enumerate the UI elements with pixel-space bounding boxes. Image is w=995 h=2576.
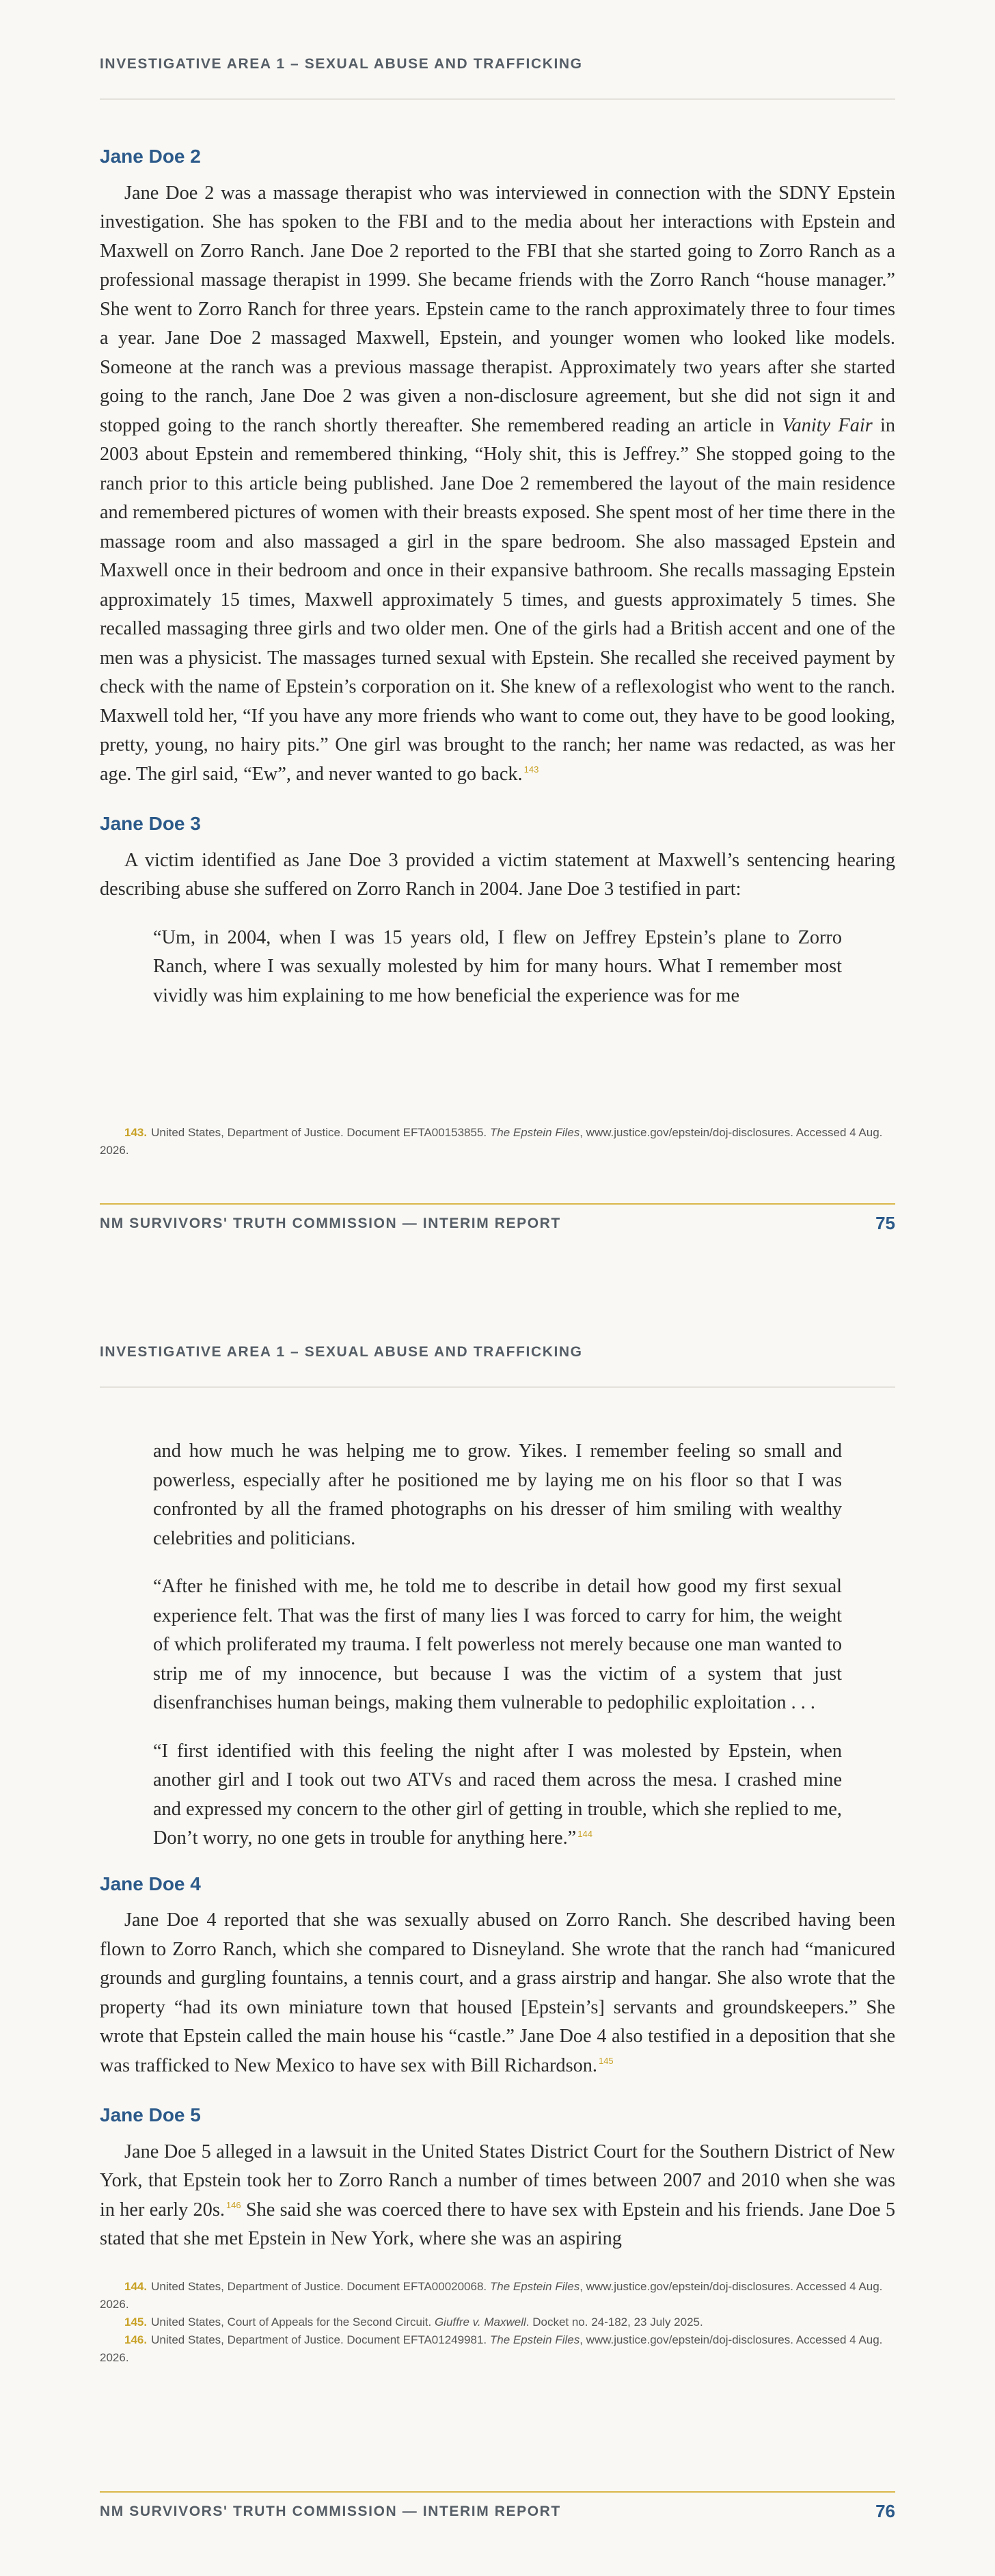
section-heading-jane-doe-3: Jane Doe 3 <box>100 813 201 835</box>
footnote-144: 144. United States, Department of Justice. Document EFTA00020068. The Epstein Files, www.justice.gov/epstein/doj-disclosures. Accessed 4 Aug. 2026. <box>100 2280 883 2311</box>
section-heading-jane-doe-5: Jane Doe 5 <box>100 2104 201 2126</box>
block-quote: “I first identified with this feeling the night after I was molested by Epstein, when another girl and I took out two ATVs and raced them across the mesa. I crashed mine and expressed my concern to the other girl of getting in trouble, which she replied to me, Don’t worry, no one gets in trouble for anything here.” $^{144}$ <box>153 1740 842 1849</box>
page-header <box>100 56 895 100</box>
report-title-footer: NM SURVIVORS' TRUTH COMMISSION — INTERIM REPORT <box>100 2504 561 2519</box>
footnote-ref-145[interactable]: 145 <box>598 2056 614 2067</box>
page-footer <box>100 2491 895 2530</box>
block-quote: “After he finished with me, he told me to describe in detail how good my first sexual experience felt. That was the first of many lies I was forced to carry for him, the weight of which proliferated my trauma. I felt powerless not merely because one man wanted to strip me of my innocence, but because I was the victim of a system that just disenfranchises human beings, making them vulnerable to pedophilic exploitation . . . <box>153 1576 842 1713</box>
section-heading-jane-doe-4: Jane Doe 4 <box>100 1873 201 1894</box>
block-quote-continued: and how much he was helping me to grow. Yikes. I remember feeling so small and powerless, especially after he positioned me by laying me on his floor so that I was confronted by all the framed photographs on his dresser of him smiling with wealthy celebrities and politicians. <box>153 1440 842 1549</box>
running-header: INVESTIGATIVE AREA 1 – SEXUAL ABUSE AND TRAFFICKING <box>100 56 583 72</box>
block-quote: “Um, in 2004, when I was 15 years old, I flew on Jeffrey Epstein’s plane to Zorro Ranch, where I was sexually molested by him for many hours. What I remember most vividly was him explaining to me how beneficial the experience was for me <box>153 926 842 1006</box>
page-footer <box>100 1203 895 1242</box>
page-header <box>100 1344 895 1388</box>
section-heading-jane-doe-2: Jane Doe 2 <box>100 146 201 167</box>
footnote-ref-143[interactable]: 143 <box>523 764 539 775</box>
footnotes <box>100 2278 895 2367</box>
report-title-footer: NM SURVIVORS' TRUTH COMMISSION — INTERIM REPORT <box>100 1216 561 1231</box>
footnote-143: 143. United States, Department of Justice. Document EFTA00153855. The Epstein Files, www.justice.gov/epstein/doj-disclosures. Accessed 4 Aug. 2026. <box>100 1126 883 1157</box>
body-paragraph: Jane Doe 5 alleged in a lawsuit in the United States District Court for the Southern District of New York, that Epstein took her to Zorro Ranch a number of times between 2007 and 2010 when she was in her early 20s. $^{146}$ She said she was coerced there to have sex with Epstein and his friends. Jane Doe 5 stated that she met Epstein in New York, where she was an aspiring <box>100 2141 895 2250</box>
body-paragraph: A victim identified as Jane Doe 3 provided a victim statement at Maxwell’s sentencing hearing describing abuse she suffered on Zorro Ranch in 2004. Jane Doe 3 testified in part: <box>100 849 895 900</box>
footnote-ref-144[interactable]: 144 <box>577 1828 592 1839</box>
page-number: 76 <box>875 2501 895 2521</box>
body-paragraph: Jane Doe 4 reported that she was sexually abused on Zorro Ranch. She described having been flown to Zorro Ranch, which she compared to Disneyland. She wrote that the ranch had “manicured grounds and gurgling fountains, a tennis court, and a grass airstrip and hangar. She also wrote that the property “had its own miniature town that housed [Epstein’s] servants and groundskeepers.” She wrote that Epstein called the main house his “castle.” Jane Doe 4 also testified in a deposition that she was trafficked to New Mexico to have sex with Bill Richardson. $^{145}$ <box>100 1909 895 2076</box>
footnote-146: 146. United States, Department of Justice. Document EFTA01249981. The Epstein Files, www.justice.gov/epstein/doj-disclosures. Accessed 4 Aug. 2026. <box>100 2333 883 2364</box>
footnote-ref-146[interactable]: 146 <box>226 2200 241 2211</box>
footnote-145: 145. United States, Court of Appeals for the Second Circuit. Giuffre v. Maxwell. Docket no. 24-182, 23 July 2025. <box>124 2316 703 2329</box>
body-paragraph: Jane Doe 2 was a massage therapist who was interviewed in connection with the SDNY Epstein investigation. She has spoken to the FBI and to the media about her interactions with Epstein and Maxwell on Zorro Ranch. Jane Doe 2 reported to the FBI that she started going to Zorro Ranch as a professional massage therapist in 1999. She became friends with the Zorro Ranch “house manager.” She went to Zorro Ranch for three years. Epstein came to the ranch approximately three to four times a year. Jane Doe 2 massaged Maxwell, Epstein, and younger women who looked like models. Someone at the ranch was a previous massage therapist. Approximately two years after she started going to the ranch, Jane Doe 2 was given a non-disclosure agreement, but she did not sign it and stopped going to the ranch shortly thereafter. She remembered reading an article in Vanity Fair in 2003 about Epstein and remembered thinking, “Holy shit, this is Jeffrey.” She stopped going to the ranch prior to this article being published. Jane Doe 2 remembered the layout of the main residence and remembered pictures of women with their breasts exposed. She spent most of her time there in the massage room and also massaged a girl in the spare bedroom. She also massaged Epstein and Maxwell once in their bedroom and once in their expansive bathroom. She recalls massaging Epstein approximately 15 times, Maxwell approximately 5 times, and guests approximately 5 times. She recalled massaging three girls and two older men. One of the girls had a British accent and one of the men was a physicist. The massages turned sexual with Epstein. She recalled she received payment by check with the name of Epstein’s corporation on it. She knew of a reflexologist who went to the ranch. Maxwell told her, “If you have any more friends who want to come out, they have to be good looking, pretty, young, no hairy pits.” One girl was brought to the ranch; her name was redacted, as was her age. The girl said, “Ew”, and never wanted to go back. $^{143}$ <box>100 182 895 785</box>
footnotes <box>100 1124 895 1159</box>
report-page-76 <box>0 1288 995 2576</box>
page-body <box>100 145 895 1030</box>
running-header: INVESTIGATIVE AREA 1 – SEXUAL ABUSE AND TRAFFICKING <box>100 1344 583 1360</box>
page-number: 75 <box>875 1213 895 1233</box>
page-body <box>100 1437 895 2254</box>
